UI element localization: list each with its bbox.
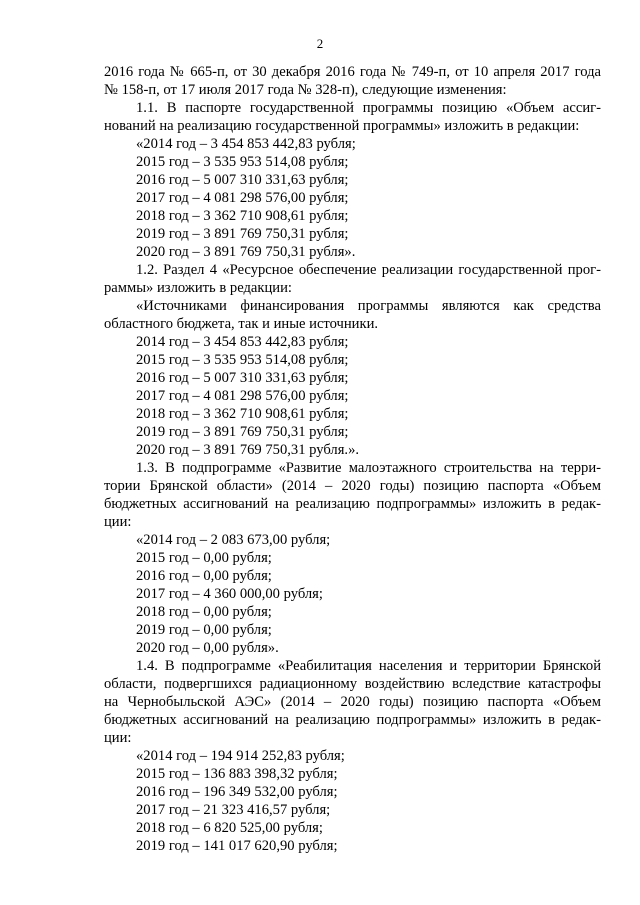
text-line: 1.3. В подпрограмме «Развитие малоэтажного строительства на терри- xyxy=(136,460,601,476)
list-item: 2018 год – 3 362 710 908,61 рубля; xyxy=(136,208,349,224)
list-item: 2018 год – 0,00 рубля; xyxy=(136,604,272,620)
text-line: областного бюджета, так и иные источники. xyxy=(104,316,379,332)
list-item: 2017 год – 4 360 000,00 рубля; xyxy=(136,586,323,602)
list-item: 2018 год – 6 820 525,00 рубля; xyxy=(136,820,323,836)
text-line: ции: xyxy=(104,514,132,530)
text-line: нований на реализацию государственной программы» изложить в редакции: xyxy=(104,118,580,134)
text-line: № 158-п, от 17 июля 2017 года № 328-п), следующие изменения: xyxy=(104,82,507,98)
text-line: тории Брянской области» (2014 – 2020 годы) позицию паспорта «Объем xyxy=(104,478,601,494)
text-line: на Чернобыльской АЭС» (2014 – 2020 годы) позицию паспорта «Объем xyxy=(104,694,601,710)
page-number: 2 xyxy=(316,36,324,51)
list-item: «2014 год – 3 454 853 442,83 рубля; xyxy=(136,136,356,152)
text-line: 2016 года № 665-п, от 30 декабря 2016 года № 749-п, от 10 апреля 2017 года xyxy=(104,64,601,80)
text-line: ции: xyxy=(104,730,132,746)
list-item: 2015 год – 0,00 рубля; xyxy=(136,550,272,566)
text-line: раммы» изложить в редакции: xyxy=(104,280,292,296)
list-item: 2016 год – 5 007 310 331,63 рубля; xyxy=(136,172,349,188)
list-item: 2014 год – 3 454 853 442,83 рубля; xyxy=(136,334,349,350)
text-line: 1.4. В подпрограмме «Реабилитация населения и территории Брянской xyxy=(136,658,601,674)
list-item: 2017 год – 4 081 298 576,00 рубля; xyxy=(136,388,349,404)
text-line: бюджетных ассигнований на реализацию подпрограммы» изложить в редак- xyxy=(104,712,601,728)
text-line: 1.2. Раздел 4 «Ресурсное обеспечение реализации государственной прог- xyxy=(136,262,601,278)
list-item: «2014 год – 2 083 673,00 рубля; xyxy=(136,532,331,548)
text-line: бюджетных ассигнований на реализацию подпрограммы» изложить в редак- xyxy=(104,496,601,512)
list-item: 2015 год – 3 535 953 514,08 рубля; xyxy=(136,352,349,368)
text-line: 1.1. В паспорте государственной программы позицию «Объем ассиг- xyxy=(136,100,601,116)
list-item: 2017 год – 21 323 416,57 рубля; xyxy=(136,802,331,818)
text-line: «Источниками финансирования программы являются как средства xyxy=(136,298,601,314)
list-item: 2019 год – 141 017 620,90 рубля; xyxy=(136,838,338,854)
list-item: 2019 год – 3 891 769 750,31 рубля; xyxy=(136,226,349,242)
list-item: 2020 год – 0,00 рубля». xyxy=(136,640,279,656)
list-item: 2018 год – 3 362 710 908,61 рубля; xyxy=(136,406,349,422)
list-item: 2016 год – 0,00 рубля; xyxy=(136,568,272,584)
list-item: 2016 год – 196 349 532,00 рубля; xyxy=(136,784,338,800)
list-item: 2020 год – 3 891 769 750,31 рубля.». xyxy=(136,442,360,458)
list-item: 2015 год – 3 535 953 514,08 рубля; xyxy=(136,154,349,170)
list-item: 2019 год – 3 891 769 750,31 рубля; xyxy=(136,424,349,440)
list-item: 2017 год – 4 081 298 576,00 рубля; xyxy=(136,190,349,206)
list-item: 2016 год – 5 007 310 331,63 рубля; xyxy=(136,370,349,386)
list-item: 2015 год – 136 883 398,32 рубля; xyxy=(136,766,338,782)
list-item: «2014 год – 194 914 252,83 рубля; xyxy=(136,748,345,764)
list-item: 2020 год – 3 891 769 750,31 рубля». xyxy=(136,244,356,260)
list-item: 2019 год – 0,00 рубля; xyxy=(136,622,272,638)
text-line: области, подвергшихся радиационному воздействию вследствие катастрофы xyxy=(104,676,601,692)
